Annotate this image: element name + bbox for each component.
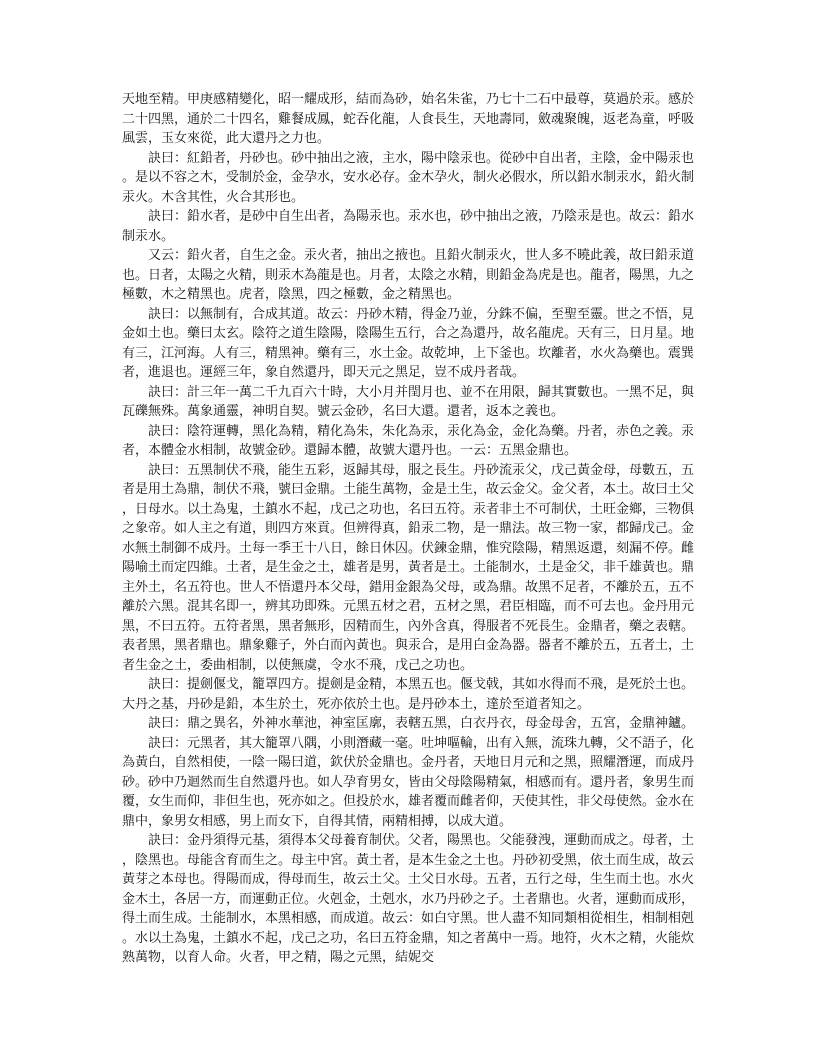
paragraph: 訣曰：鼎之異名，外神水華池，神室匡廓，表轄五黑，白衣丹衣，母金母舍，五宮，金鼎神鑪。 — [148, 716, 695, 731]
paragraph: 天地至精。甲庚感精變化，昭一耀成形，結而為砂，始名朱雀，乃七十二石中最尊，莫過於汞。感於二十四黑，通於二十四名，雞餐成鳳，蛇吞化龍，人食長生，天地壽同，斂魂聚魄，返老為童，呼吸風雲，玉女來從，此大還丹之力也。 — [122, 92, 695, 146]
paragraph: 訣曰：提劍偃戈，籠罩四方。提劍是金精，本黑五也。偃戈戟，其如水得而不飛，是死於土也。大丹之基，丹砂是鉛，本生於土，死亦依於土也。是丹砂本土，達於至道者知之。 — [122, 677, 695, 712]
paragraph: 訣曰：五黑制伏不飛，能生五彩，返歸其母，服之長生。丹砂流汞父，戊己黃金母，母數五，五者是用土為鼎，制伏不飛，號曰金鼎。土能生萬物，金是土生，故云金父。金父者，本土。故曰土父，日母水。以土為鬼，土鎮水不起，戊己之功也，名曰五符。汞者非土不可制伏，土旺金鄉，三物俱之象帝。如人主之有道，則四方來貢。但辨得真，鉛汞二物，是一鼎法。故三物一家，都歸戊己。金水無土制御不成丹。土每一季王十八日，餘日休囚。伏鍊金鼎，惟究陰陽，精黑返還，刻漏不停。雌陽喻土而定四維。土者，是生金之土，雄者是男，黃者是土。土能制水，土是金父，非千雄黃也。鼎主外土，名五符也。世人不悟還丹本父母，錯用金銀為父母，或為鼎。故黑不足者，不離於五，五不離於六黑。混其名即一，辨其功即殊。元黑五材之君，五材之黑，君臣相臨，而不可去也。金丹用元黑，不曰五符。五符者黑，黑者無形，因精而生，內外含真，得服者不死長生。金鼎者，藥之表轄。表者黑，黑者鼎也。鼎象雞子，外白而內黃也。與汞合，是用白金為器。器者不離於五，五者土，土者生金之土，委曲相制，以使無虞，令水不飛，戊己之功也。 — [122, 462, 695, 673]
paragraph: 訣曰：以無制有，合成其道。故云：丹砂木精，得金乃並，分銖不偏，至聖至靈。世之不悟，見金如土也。藥曰太玄。陰符之道生陰陽，陰陽生五行，合之為還丹，故名龍虎。天有三，日月星。地有三，江河海。人有三，精黑神。藥有三，水土金。故乾坤，上下釜也。坎離者，水火為藥也。震巽者，進退也。運經三年，象自然還丹，即天元之黑足，豈不成丹者哉。 — [122, 306, 695, 380]
paragraph: 又云：鉛火者，自生之金。汞火者，抽出之掖也。且鉛火制汞火，世人多不曉此義，故曰鉛汞道也。日者，太陽之火精，則汞木為龍是也。月者，太陰之水精，則鉛金為虎是也。龍者，陽黑，九之極數，木之精黑也。虎者，陰黑，四之極數，金之精黑也。 — [122, 248, 695, 302]
paragraph: 訣曰：元黑者，其大籠罩八隅，小則潛藏一毫。吐坤嘔輪，出有入無，流珠九轉，父不語子，化為黃白，自然相使，一陰一陽曰道，欽伏於金鼎也。金丹者，天地日月元和之黑，照耀潛運，而成丹砂。砂中乃迴然而生自然還丹也。如人孕育男女，皆由父母陰陽精氣，相感而有。還丹者，象男生而覆，女生而仰，非但生也，死亦如之。但投於水，雄者覆而雌者仰，天使其性，非父母使然。金水在鼎中，象男女相感，男上而女下，自得其情，兩精相搏，以成大道。 — [122, 735, 695, 829]
paragraph: 訣曰：計三年一萬二千九百六十時，大小月并閏月也、並不在用限，歸其實數也。一黑不足，與瓦礫無殊。萬象通靈，神明自契。號云金砂，名曰大還。還者，返本之義也。 — [122, 384, 695, 419]
paragraph: 訣曰：紅鉛者，丹砂也。砂中抽出之液，主水，陽中陰汞也。從砂中自出者，主陰，金中陽汞也。是以不容之木，受制於金，金孕水，安水必存。金木孕火，制火必假水，所以鉛水制汞水，鉛火制汞火。木含其性，火合其形也。 — [122, 150, 695, 205]
paragraph: 訣曰：金丹須得元基，須得本父母養育制伏。父者，陽黑也。父能發洩，運動而成之。母者，土，陰黑也。母能含育而生之。母主中宮。黃土者，是本生金之土也。丹砂初受黑，依土而生成，故云黃芽之本母也。得陽而成，得母而生，故云土父。土父日水母。五者，五行之母，生生而土也。水火金木土，各居一方，而運動正位。火剋金，土剋水，水乃丹砂之子。土者鼎也。火者，運動而成形，得土而生成。土能制水，本黑相感，而成道。故云：如白守黑。世人盡不知同類相從相生，相制相剋。水以土為鬼，土鎮水不起，戊己之功，名曰五符金鼎，知之者萬中一焉。地符，火木之精，火能炊熟萬物，以育人命。火者，甲之精，陽之元黑，結妮交 — [122, 833, 695, 965]
paragraph: 訣曰：鉛水者，是砂中自生出者，為陽汞也。汞水也，砂中抽出之液，乃陰汞是也。故云：鉛水制汞水。 — [122, 209, 695, 244]
document-body — [122, 90, 694, 968]
paragraph: 訣曰：陰符運轉，黑化為精，精化為朱，朱化為汞，汞化為金，金化為藥。丹者，赤色之義。汞者，本體金水相制，故號金砂。還歸本體，故號大還丹也。一云：五黑金鼎也。 — [122, 423, 695, 458]
